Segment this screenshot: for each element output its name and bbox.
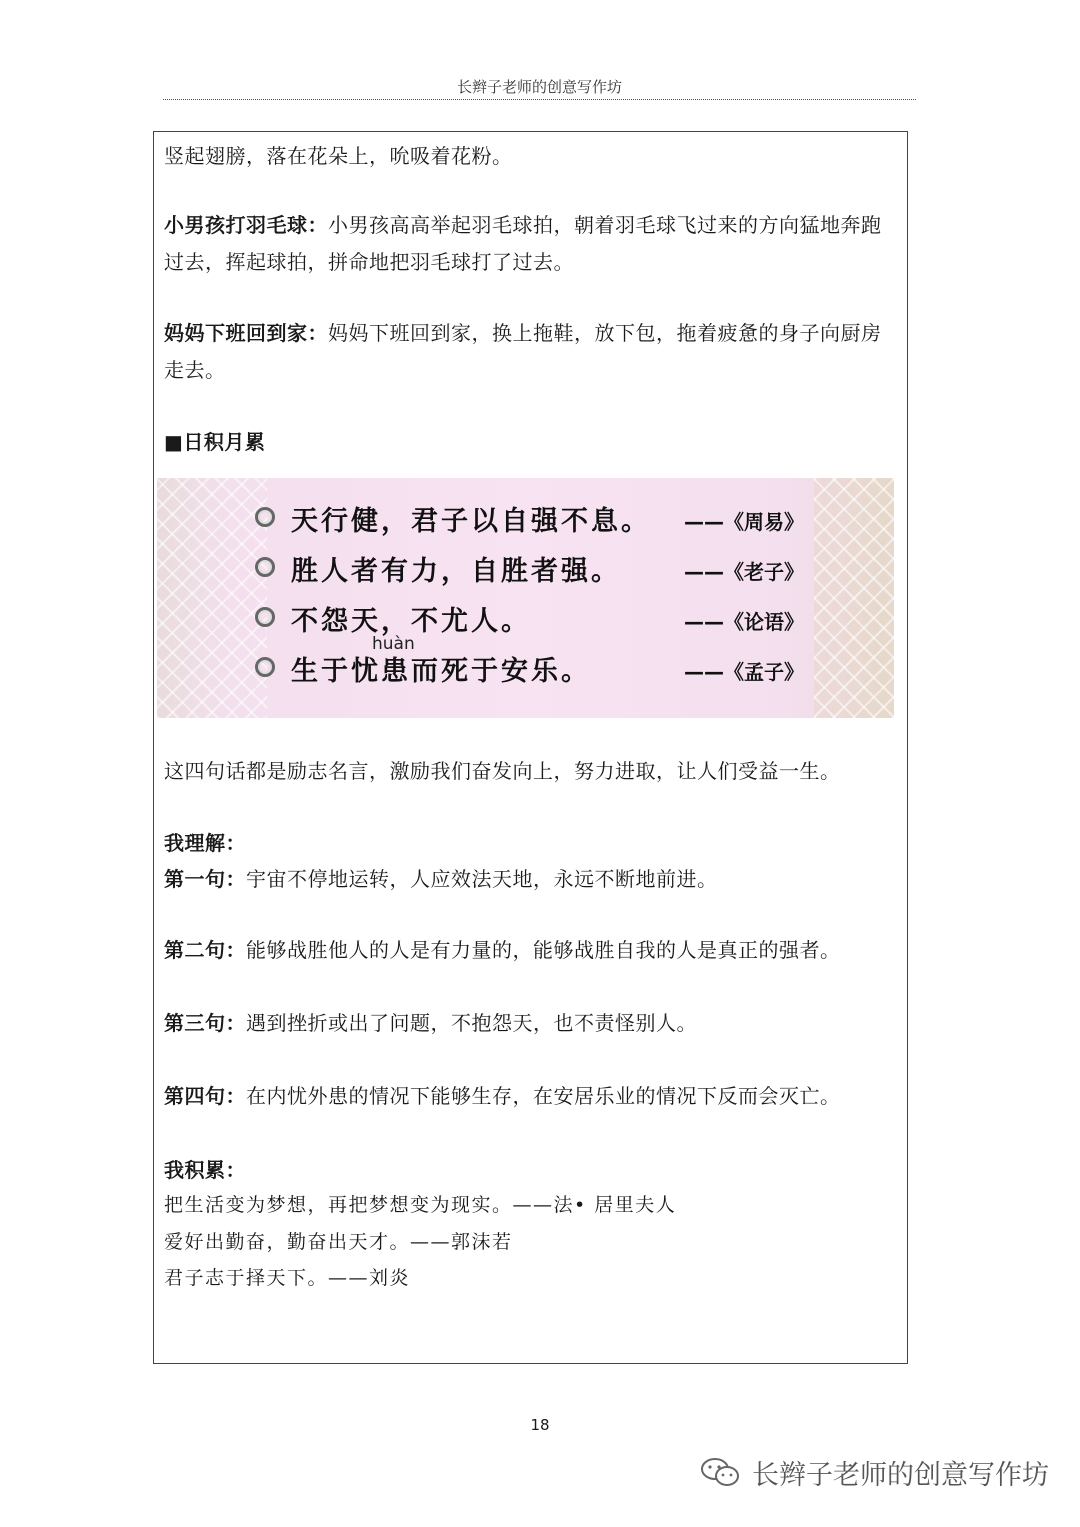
understanding-item [164, 932, 899, 969]
item-text: 在内忧外患的情况下能够生存，在安居乐业的情况下反而会灭亡。 [246, 1084, 841, 1108]
page-number: 18 [530, 1416, 550, 1434]
item-text: 宇宙不停地运转，人应效法天地，永远不断地前进。 [246, 867, 718, 891]
pinyin-annotation: huàn [372, 634, 415, 654]
quote-text: 胜人者有力，自胜者强。 [291, 556, 621, 587]
lace-decoration [814, 478, 894, 718]
header-divider [163, 99, 916, 100]
bullet-icon [255, 507, 275, 527]
understanding-item [164, 1078, 899, 1115]
paragraph-label: 小男孩打羽毛球： [164, 213, 328, 237]
section-title: ■日积月累 [164, 430, 266, 454]
bullet-icon [255, 607, 275, 627]
item-label: 第二句： [164, 938, 246, 962]
accumulate-line: 把生活变为梦想，再把梦想变为现实。——法• 居里夫人 [164, 1194, 677, 1216]
wechat-icon [700, 1457, 740, 1487]
lace-decoration [157, 478, 267, 718]
understanding-title: 我理解： [164, 831, 246, 855]
quote-text: 生于忧患而死于安乐。 [291, 656, 591, 687]
accumulate-title: 我积累： [164, 1158, 246, 1182]
bullet-icon [255, 657, 275, 677]
watermark [700, 1452, 1049, 1492]
accumulate-line: 爱好出勤奋，勤奋出天才。——郭沫若 [164, 1231, 513, 1253]
quote-text: 天行健，君子以自强不息。 [291, 506, 651, 537]
quote-source: ——《老子》 [684, 560, 804, 584]
paragraph-mother [164, 315, 899, 389]
page-header: 长辫子老师的创意写作坊 [456, 78, 622, 96]
quote-source: ——《论语》 [684, 610, 804, 634]
bullet-icon [255, 557, 275, 577]
item-text: 遇到挫折或出了问题，不抱怨天，也不责怪别人。 [246, 1011, 697, 1035]
item-label: 第四句： [164, 1084, 246, 1108]
understanding-item [164, 861, 899, 898]
item-text: 能够战胜他人的人是有力量的，能够战胜自我的人是真正的强者。 [246, 938, 841, 962]
quote-text: 不怨天，不尤人。 [291, 606, 531, 637]
paragraph-1: 竖起翅膀，落在花朵上，吮吸着花粉。 [164, 144, 513, 168]
summary-text: 这四句话都是励志名言，激励我们奋发向上，努力进取，让人们受益一生。 [164, 759, 841, 783]
watermark-text: 长辫子老师的创意写作坊 [752, 1459, 1049, 1491]
paragraph-label: 妈妈下班回到家： [164, 321, 328, 345]
understanding-item [164, 1005, 899, 1042]
quote-banner [157, 478, 894, 718]
item-label: 第三句： [164, 1011, 246, 1035]
paragraph-text: 小男孩高高举起羽毛球拍，朝着羽毛球飞过来的方向猛地奔跑过去，挥起球拍，拼命地把羽毛球打了过去。 [164, 213, 882, 274]
paragraph-badminton [164, 207, 899, 281]
quote-source: ——《孟子》 [684, 660, 804, 684]
item-label: 第一句： [164, 867, 246, 891]
accumulate-line: 君子志于择天下。——刘炎 [164, 1267, 411, 1289]
paragraph-text: 妈妈下班回到家，换上拖鞋，放下包，拖着疲惫的身子向厨房走去。 [164, 321, 882, 382]
quote-source: ——《周易》 [684, 510, 804, 534]
